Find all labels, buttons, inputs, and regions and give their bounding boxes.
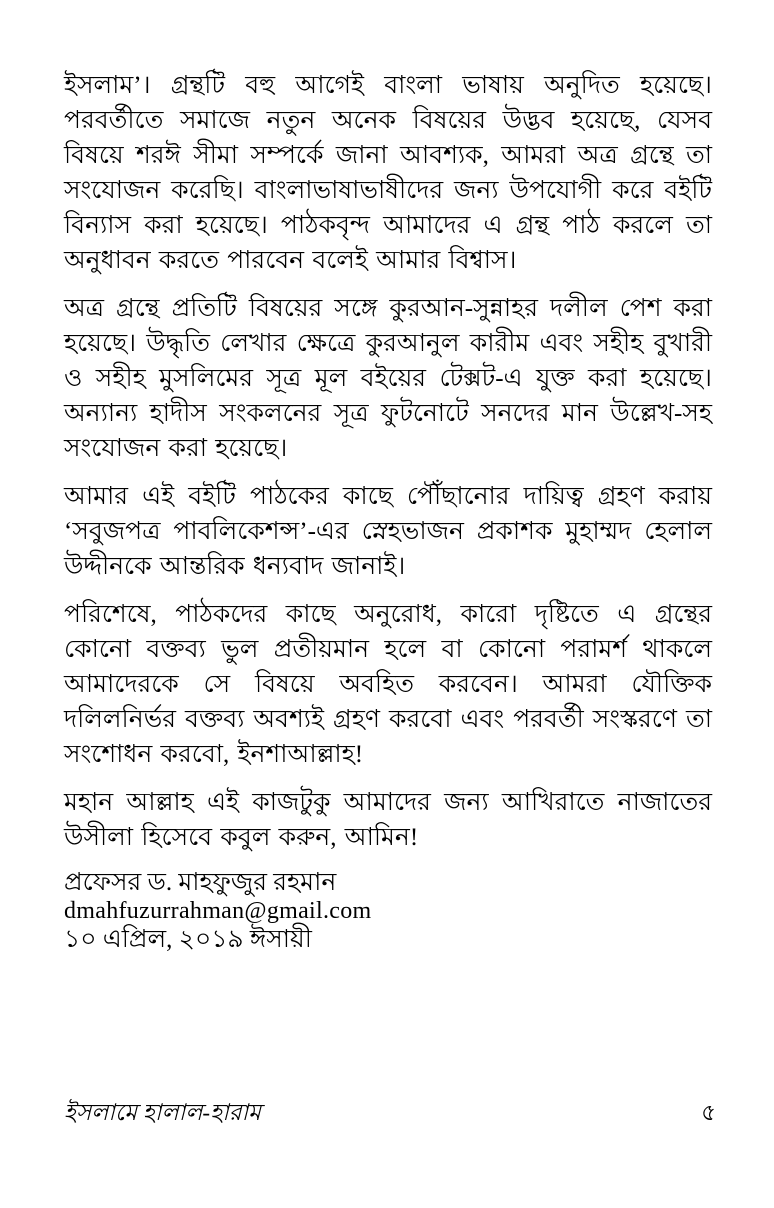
page-body — [64, 68, 712, 954]
body-paragraph-4: পরিশেষে, পাঠকদের কাছে অনুরোধ, কারো দৃষ্টিতে এ গ্রন্থের কোনো বক্তব্য ভুল প্রতীয়মান হলে বা কোনো পরামর্শ থাকলে আমাদেরকে সে বিষয়ে অবহিত করবেন। আমরা যৌক্তিক দলিলনির্ভর বক্তব্য অবশ্যই গ্রহণ করবো এবং পরবর্তী সংস্করণে তা সংশোধন করবো, ইনশাআল্লাহ! — [64, 601, 712, 768]
signature-date: ১০ এপ্রিল, ২০১৯ ঈসায়ী — [64, 926, 312, 953]
author-name: প্রফেসর ড. মাহফুজুর রহমান — [64, 869, 337, 896]
body-paragraph-5: মহান আল্লাহ এই কাজটুকু আমাদের জন্য আখিরাতে নাজাতের উসীলা হিসেবে কবুল করুন, আমিন! — [64, 789, 712, 851]
footer-page-number: ৫ — [701, 1100, 716, 1125]
footer-book-title: ইসলামে হালাল-হারাম — [64, 1100, 261, 1125]
author-email: dmahfuzurrahman@gmail.com — [64, 898, 372, 924]
body-paragraph-1: ইসলাম’। গ্রন্থটি বহু আগেই বাংলা ভাষায় অনুদিত হয়েছে। পরবর্তীতে সমাজে নতুন অনেক বিষয়ের উদ্ভব হয়েছে, যেসব বিষয়ে শরঈ সীমা সম্পর্কে জানা আবশ্যক, আমরা অত্র গ্রন্থে তা সংযোজন করেছি। বাংলাভাষাভাষীদের জন্য উপযোগী করে বইটি বিন্যাস করা হয়েছে। পাঠকবৃন্দ আমাদের এ গ্রন্থ পাঠ করলে তা অনুধাবন করতে পারবেন বলেই আমার বিশ্বাস। — [64, 72, 712, 274]
body-paragraph-3: আমার এই বইটি পাঠকের কাছে পৌঁছানোর দায়িত্ব গ্রহণ করায় ‘সবুজপত্র পাবলিকেশন্স’-এর স্নেহভাজন প্রকাশক মুহাম্মদ হেলাল উদ্দীনকে আন্তরিক ধন্যবাদ জানাই। — [64, 483, 712, 580]
signature-block — [64, 868, 712, 954]
page-footer — [64, 1094, 716, 1133]
body-paragraph-2: অত্র গ্রন্থে প্রতিটি বিষয়ের সঙ্গে কুরআন-সুন্নাহর দলীল পেশ করা হয়েছে। উদ্ধৃতি লেখার ক্ষেত্রে কুরআনুল কারীম এবং সহীহ বুখারী ও সহীহ মুসলিমের সূত্র মূল বইয়ের টেক্সট-এ যুক্ত করা হয়েছে। অন্যান্য হাদীস সংকলনের সূত্র ফুটনোটে সনদের মান উল্লেখ-সহ সংযোজন করা হয়েছে। — [64, 295, 712, 462]
